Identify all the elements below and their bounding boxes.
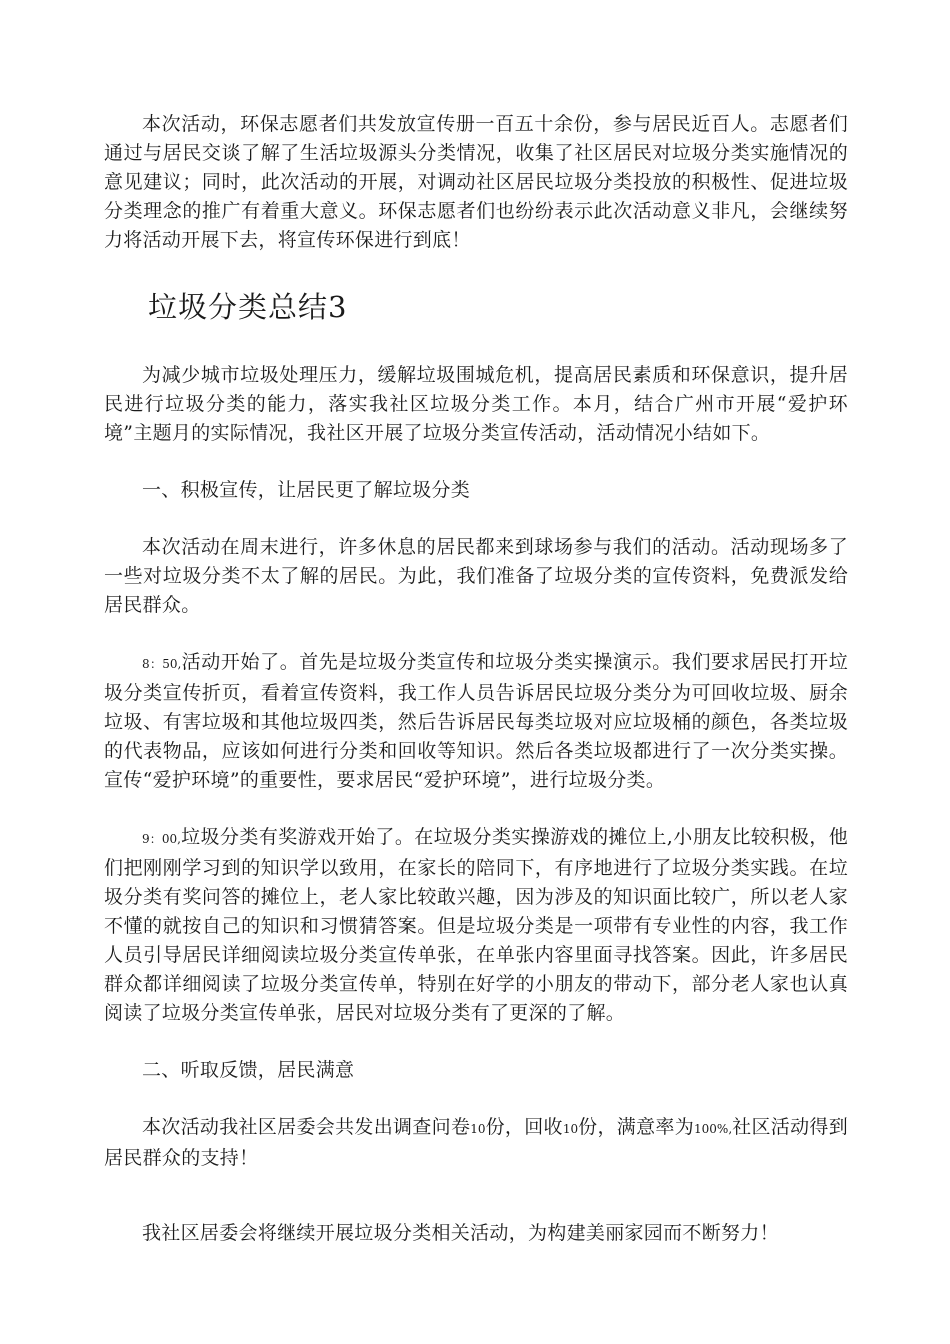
satisfaction-rate: 100%, <box>694 1122 733 1136</box>
paragraph-game <box>104 823 848 1028</box>
paragraph-demo <box>104 648 848 795</box>
time-stamp: 8：50, <box>142 657 182 671</box>
paragraph-intro: 为减少城市垃圾处理压力，缓解垃圾围城危机，提高居民素质和环保意识，提升居民进行垃圾分类的能力，落实我社区垃圾分类工作。本月，结合广州市开展“爱护环境”主题月的实际情况，我社区开展了垃圾分类宣传活动，活动情况小结如下。 <box>104 364 848 444</box>
paragraph-closing: 我社区居委会将继续开展垃圾分类相关活动，为构建美丽家园而不断努力！ <box>142 1222 779 1244</box>
survey-text: 本次活动我社区居委会共发出调查问卷 <box>142 1116 471 1138</box>
document-page <box>104 110 848 1248</box>
paragraph-weekend-activity: 本次活动在周末进行，许多休息的居民都来到球场参与我们的活动。活动现场多了一些对垃圾分类不太了解的居民。为此，我们准备了垃圾分类的宣传资料，免费派发给居民群众。 <box>104 536 848 616</box>
survey-returned-count: 10 <box>562 1122 579 1136</box>
section-1-title: 一、积极宣传，让居民更了解垃圾分类 <box>142 479 471 501</box>
paragraph-survey <box>104 1113 848 1173</box>
survey-text: 份，回收 <box>485 1116 563 1138</box>
section-heading: 垃圾分类总结3 <box>148 290 348 324</box>
paragraph-game-text: 垃圾分类有奖游戏开始了。在垃圾分类实操游戏的摊位上,小朋友比较积极，他们把刚刚学习到的知识学以致用，在家长的陪同下，有序地进行了垃圾分类实践。在垃圾分类有奖问答的摊位上，老人家比较敢兴趣，因为涉及的知识面比较广，所以老人家不懂的就按自己的知识和习惯猜答案。但是垃圾分类是一项带有专业性的内容，我工作人员引导居民详细阅读垃圾分类宣传单张，在单张内容里面寻找答案。因此，许多居民群众都详细阅读了垃圾分类宣传单，特别在好学的小朋友的带动下，部分老人家也认真阅读了垃圾分类宣传单张，居民对垃圾分类有了更深的了解。 <box>104 826 848 1024</box>
paragraph-volunteer-summary: 本次活动，环保志愿者们共发放宣传册一百五十余份，参与居民近百人。志愿者们通过与居民交谈了解了生活垃圾源头分类情况，收集了社区居民对垃圾分类实施情况的意见建议；同时，此次活动的开展，对调动社区居民垃圾分类投放的积极性、促进垃圾分类理念的推广有着重大意义。环保志愿者们也纷纷表示此次活动意义非凡，会继续努力将活动开展下去，将宣传环保进行到底！ <box>104 113 848 251</box>
survey-text: 社区活动得到居民群众的支持！ <box>104 1116 849 1169</box>
section-2-title: 二、听取反馈，居民满意 <box>142 1059 355 1081</box>
paragraph-demo-text: 活动开始了。首先是垃圾分类宣传和垃圾分类实操演示。我们要求居民打开垃圾分类宣传折页，看着宣传资料，我工作人员告诉居民垃圾分类分为可回收垃圾、厨余垃圾、有害垃圾和其他垃圾四类，然后告诉居民每类垃圾对应垃圾桶的颜色，各类垃圾的代表物品，应该如何进行分类和回收等知识。然后各类垃圾都进行了一次分类实操。宣传“爱护环境”的重要性，要求居民“爱护环境”，进行垃圾分类。 <box>104 651 848 791</box>
survey-text: 份，满意率为 <box>578 1116 695 1138</box>
time-stamp: 9：00, <box>142 832 181 846</box>
survey-sent-count: 10 <box>470 1122 486 1136</box>
